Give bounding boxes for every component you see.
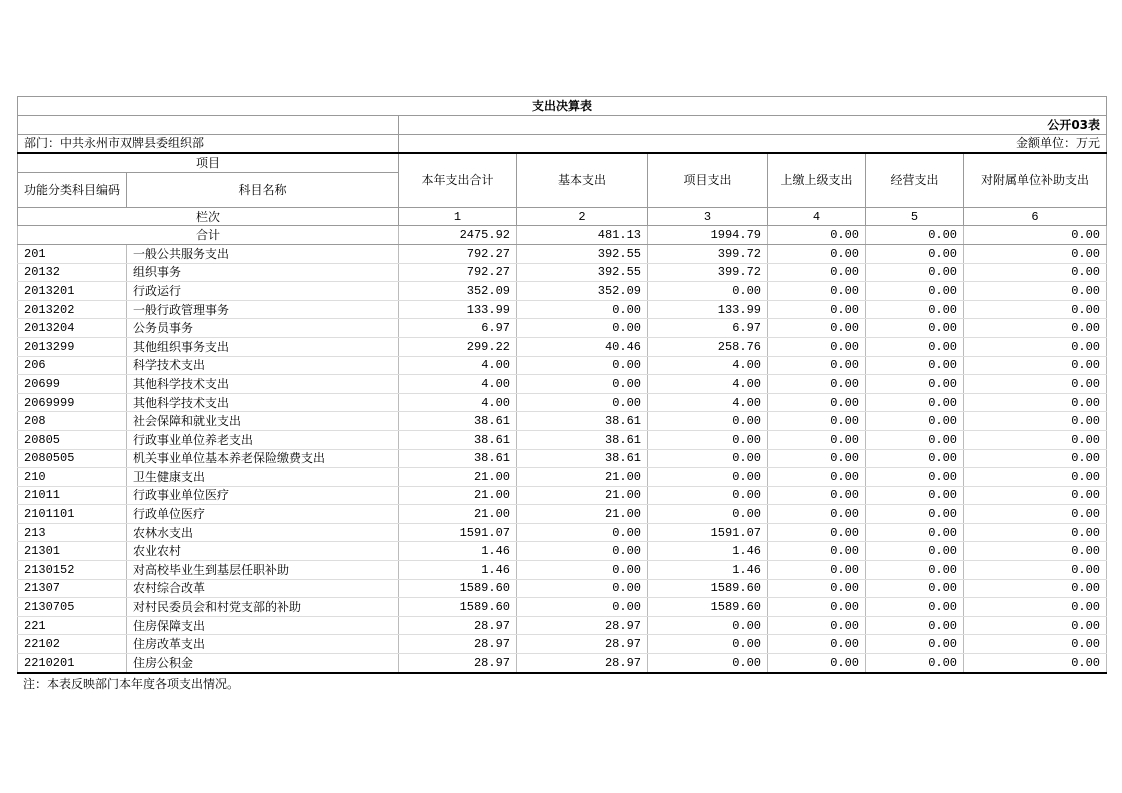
row-value-col6: 0.00: [964, 282, 1107, 301]
total-row: [18, 226, 1107, 245]
row-value-col1: 28.97: [399, 635, 517, 654]
table-row: [18, 319, 1107, 338]
row-value-col4: 0.00: [768, 505, 866, 524]
row-value-col2: 0.00: [517, 542, 648, 561]
table-row: [18, 598, 1107, 617]
header-code: 功能分类科目编码: [18, 172, 127, 207]
row-value-col3: 0.00: [648, 430, 768, 449]
row-code: 21307: [18, 579, 127, 598]
row-value-col3: 258.76: [648, 337, 768, 356]
row-name: 行政事业单位养老支出: [127, 430, 399, 449]
row-value-col5: 0.00: [866, 561, 964, 580]
row-name: 行政单位医疗: [127, 505, 399, 524]
row-value-col4: 0.00: [768, 356, 866, 375]
row-name: 卫生健康支出: [127, 468, 399, 487]
row-value-col1: 1589.60: [399, 598, 517, 617]
row-value-col6: 0.00: [964, 244, 1107, 263]
row-value-col6: 0.00: [964, 319, 1107, 338]
table-row: [18, 579, 1107, 598]
row-value-col2: 38.61: [517, 449, 648, 468]
row-code: 22102: [18, 635, 127, 654]
row-code: 221: [18, 616, 127, 635]
row-value-col3: 1589.60: [648, 598, 768, 617]
row-value-col5: 0.00: [866, 356, 964, 375]
row-value-col2: 38.61: [517, 430, 648, 449]
row-value-col2: 28.97: [517, 616, 648, 635]
row-value-col5: 0.00: [866, 393, 964, 412]
row-value-col1: 38.61: [399, 430, 517, 449]
row-value-col2: 28.97: [517, 654, 648, 673]
row-value-col6: 0.00: [964, 412, 1107, 431]
expenditure-table: [17, 96, 1107, 674]
row-name: 对高校毕业生到基层任职补助: [127, 561, 399, 580]
row-value-col5: 0.00: [866, 654, 964, 673]
table-row: [18, 412, 1107, 431]
table-row: [18, 505, 1107, 524]
row-value-col4: 0.00: [768, 282, 866, 301]
row-value-col4: 0.00: [768, 263, 866, 282]
row-value-col1: 21.00: [399, 468, 517, 487]
row-value-col3: 1.46: [648, 561, 768, 580]
table-row: [18, 561, 1107, 580]
row-name: 一般行政管理事务: [127, 300, 399, 319]
row-name: 行政事业单位医疗: [127, 486, 399, 505]
row-value-col3: 0.00: [648, 616, 768, 635]
total-value-col2: 481.13: [517, 226, 648, 245]
row-value-col1: 21.00: [399, 505, 517, 524]
row-value-col2: 28.97: [517, 635, 648, 654]
row-value-col1: 1591.07: [399, 523, 517, 542]
row-code: 2013201: [18, 282, 127, 301]
row-value-col5: 0.00: [866, 282, 964, 301]
table-row: [18, 523, 1107, 542]
row-value-col4: 0.00: [768, 244, 866, 263]
table-row: [18, 356, 1107, 375]
row-value-col5: 0.00: [866, 635, 964, 654]
row-value-col2: 0.00: [517, 523, 648, 542]
row-code: 2130152: [18, 561, 127, 580]
row-code: 2210201: [18, 654, 127, 673]
row-value-col3: 0.00: [648, 412, 768, 431]
row-value-col1: 1589.60: [399, 579, 517, 598]
row-value-col6: 0.00: [964, 449, 1107, 468]
row-value-col2: 0.00: [517, 561, 648, 580]
row-value-col3: 0.00: [648, 654, 768, 673]
row-value-col1: 21.00: [399, 486, 517, 505]
line-number-label: 栏次: [18, 207, 399, 226]
row-code: 20699: [18, 375, 127, 394]
row-value-col6: 0.00: [964, 337, 1107, 356]
row-name: 一般公共服务支出: [127, 244, 399, 263]
header-name: 科目名称: [127, 172, 399, 207]
row-name: 农林水支出: [127, 523, 399, 542]
row-value-col5: 0.00: [866, 375, 964, 394]
table-row: [18, 616, 1107, 635]
row-code: 206: [18, 356, 127, 375]
row-name: 农村综合改革: [127, 579, 399, 598]
row-value-col4: 0.00: [768, 449, 866, 468]
table-row: [18, 393, 1107, 412]
row-value-col3: 0.00: [648, 505, 768, 524]
row-value-col6: 0.00: [964, 579, 1107, 598]
row-value-col4: 0.00: [768, 542, 866, 561]
form-number: 公开03表: [1047, 117, 1101, 132]
table-row: [18, 263, 1107, 282]
table-note: 注：本表反映部门本年度各项支出情况。: [23, 677, 240, 692]
row-value-col2: 40.46: [517, 337, 648, 356]
table-row: [18, 337, 1107, 356]
row-value-col6: 0.00: [964, 300, 1107, 319]
header-col1: 本年支出合计: [399, 153, 517, 207]
table-row: [18, 300, 1107, 319]
row-value-col4: 0.00: [768, 635, 866, 654]
table-row: [18, 635, 1107, 654]
row-name: 科学技术支出: [127, 356, 399, 375]
row-value-col5: 0.00: [866, 598, 964, 617]
row-value-col6: 0.00: [964, 430, 1107, 449]
row-name: 公务员事务: [127, 319, 399, 338]
row-value-col4: 0.00: [768, 486, 866, 505]
row-value-col2: 21.00: [517, 505, 648, 524]
row-value-col6: 0.00: [964, 616, 1107, 635]
row-code: 2101101: [18, 505, 127, 524]
table-row: [18, 282, 1107, 301]
row-value-col2: 21.00: [517, 486, 648, 505]
table-row: [18, 449, 1107, 468]
row-value-col6: 0.00: [964, 561, 1107, 580]
row-value-col1: 6.97: [399, 319, 517, 338]
department-label: 部门：中共永州市双牌县委组织部: [18, 134, 399, 153]
row-value-col4: 0.00: [768, 616, 866, 635]
row-value-col5: 0.00: [866, 468, 964, 487]
row-value-col2: 0.00: [517, 375, 648, 394]
row-value-col4: 0.00: [768, 300, 866, 319]
total-value-col1: 2475.92: [399, 226, 517, 245]
row-code: 2013202: [18, 300, 127, 319]
row-code: 20805: [18, 430, 127, 449]
row-code: 20132: [18, 263, 127, 282]
header-col2: 基本支出: [517, 153, 648, 207]
row-code: 2013204: [18, 319, 127, 338]
row-value-col6: 0.00: [964, 468, 1107, 487]
row-value-col4: 0.00: [768, 598, 866, 617]
unit-label: 金额单位：万元: [399, 134, 1107, 153]
header-col6: 对附属单位补助支出: [964, 153, 1107, 207]
row-name: 其他科学技术支出: [127, 393, 399, 412]
row-value-col2: 392.55: [517, 263, 648, 282]
row-value-col1: 38.61: [399, 412, 517, 431]
row-value-col4: 0.00: [768, 393, 866, 412]
header-col3: 项目支出: [648, 153, 768, 207]
row-value-col5: 0.00: [866, 616, 964, 635]
row-value-col3: 1.46: [648, 542, 768, 561]
row-value-col1: 38.61: [399, 449, 517, 468]
row-value-col2: 0.00: [517, 356, 648, 375]
row-name: 其他组织事务支出: [127, 337, 399, 356]
row-name: 其他科学技术支出: [127, 375, 399, 394]
row-value-col2: 0.00: [517, 598, 648, 617]
row-value-col1: 4.00: [399, 375, 517, 394]
row-value-col6: 0.00: [964, 486, 1107, 505]
row-value-col2: 21.00: [517, 468, 648, 487]
row-value-col2: 0.00: [517, 579, 648, 598]
row-value-col2: 392.55: [517, 244, 648, 263]
row-value-col5: 0.00: [866, 579, 964, 598]
row-code: 2013299: [18, 337, 127, 356]
row-value-col2: 38.61: [517, 412, 648, 431]
row-value-col5: 0.00: [866, 486, 964, 505]
row-value-col3: 4.00: [648, 356, 768, 375]
note-table: [17, 674, 1106, 694]
row-value-col4: 0.00: [768, 375, 866, 394]
row-value-col6: 0.00: [964, 523, 1107, 542]
row-value-col6: 0.00: [964, 542, 1107, 561]
row-value-col5: 0.00: [866, 430, 964, 449]
row-value-col6: 0.00: [964, 598, 1107, 617]
table-row: [18, 654, 1107, 673]
table-row: [18, 375, 1107, 394]
row-value-col1: 4.00: [399, 393, 517, 412]
row-code: 213: [18, 523, 127, 542]
row-value-col2: 0.00: [517, 300, 648, 319]
row-name: 住房保障支出: [127, 616, 399, 635]
row-value-col4: 0.00: [768, 468, 866, 487]
row-code: 208: [18, 412, 127, 431]
row-code: 201: [18, 244, 127, 263]
row-code: 2080505: [18, 449, 127, 468]
row-value-col5: 0.00: [866, 263, 964, 282]
row-value-col3: 0.00: [648, 282, 768, 301]
row-value-col6: 0.00: [964, 635, 1107, 654]
row-value-col2: 0.00: [517, 393, 648, 412]
row-value-col6: 0.00: [964, 375, 1107, 394]
row-value-col5: 0.00: [866, 542, 964, 561]
row-value-col5: 0.00: [866, 505, 964, 524]
row-value-col1: 1.46: [399, 561, 517, 580]
row-value-col3: 0.00: [648, 468, 768, 487]
row-value-col4: 0.00: [768, 337, 866, 356]
row-code: 21301: [18, 542, 127, 561]
row-value-col1: 133.99: [399, 300, 517, 319]
row-name: 对村民委员会和村党支部的补助: [127, 598, 399, 617]
row-value-col1: 352.09: [399, 282, 517, 301]
row-value-col5: 0.00: [866, 300, 964, 319]
row-value-col4: 0.00: [768, 561, 866, 580]
row-value-col2: 352.09: [517, 282, 648, 301]
row-value-col5: 0.00: [866, 523, 964, 542]
header-col4: 上缴上级支出: [768, 153, 866, 207]
table-row: [18, 486, 1107, 505]
row-value-col5: 0.00: [866, 244, 964, 263]
row-value-col1: 4.00: [399, 356, 517, 375]
row-value-col4: 0.00: [768, 412, 866, 431]
table-row: [18, 542, 1107, 561]
row-value-col3: 0.00: [648, 486, 768, 505]
row-value-col4: 0.00: [768, 579, 866, 598]
line-number-3: 3: [648, 207, 768, 226]
row-value-col6: 0.00: [964, 356, 1107, 375]
header-project: 项目: [18, 153, 399, 172]
row-name: 机关事业单位基本养老保险缴费支出: [127, 449, 399, 468]
header-col5: 经营支出: [866, 153, 964, 207]
expenditure-statement-sheet: [17, 96, 1106, 693]
line-number-4: 4: [768, 207, 866, 226]
row-value-col3: 1591.07: [648, 523, 768, 542]
table-row: [18, 430, 1107, 449]
row-value-col4: 0.00: [768, 654, 866, 673]
row-value-col3: 399.72: [648, 263, 768, 282]
row-value-col1: 792.27: [399, 244, 517, 263]
row-name: 组织事务: [127, 263, 399, 282]
row-value-col3: 399.72: [648, 244, 768, 263]
row-value-col1: 299.22: [399, 337, 517, 356]
row-value-col1: 28.97: [399, 616, 517, 635]
row-value-col1: 28.97: [399, 654, 517, 673]
row-value-col5: 0.00: [866, 449, 964, 468]
total-value-col3: 1994.79: [648, 226, 768, 245]
row-value-col4: 0.00: [768, 430, 866, 449]
row-value-col6: 0.00: [964, 393, 1107, 412]
row-name: 住房改革支出: [127, 635, 399, 654]
table-row: [18, 244, 1107, 263]
row-name: 行政运行: [127, 282, 399, 301]
row-name: 社会保障和就业支出: [127, 412, 399, 431]
row-code: 2069999: [18, 393, 127, 412]
line-number-6: 6: [964, 207, 1107, 226]
row-value-col6: 0.00: [964, 505, 1107, 524]
row-value-col3: 6.97: [648, 319, 768, 338]
row-value-col6: 0.00: [964, 263, 1107, 282]
total-value-col4: 0.00: [768, 226, 866, 245]
row-code: 2130705: [18, 598, 127, 617]
row-value-col6: 0.00: [964, 654, 1107, 673]
line-number-1: 1: [399, 207, 517, 226]
row-value-col3: 133.99: [648, 300, 768, 319]
table-title: 支出决算表: [18, 97, 1107, 116]
line-number-2: 2: [517, 207, 648, 226]
line-number-5: 5: [866, 207, 964, 226]
total-label: 合计: [18, 226, 399, 245]
row-name: 住房公积金: [127, 654, 399, 673]
row-value-col5: 0.00: [866, 412, 964, 431]
row-value-col3: 4.00: [648, 375, 768, 394]
row-value-col2: 0.00: [517, 319, 648, 338]
row-name: 农业农村: [127, 542, 399, 561]
row-value-col4: 0.00: [768, 523, 866, 542]
row-value-col3: 4.00: [648, 393, 768, 412]
row-value-col3: 0.00: [648, 635, 768, 654]
row-value-col3: 0.00: [648, 449, 768, 468]
total-value-col6: 0.00: [964, 226, 1107, 245]
table-row: [18, 468, 1107, 487]
row-value-col3: 1589.60: [648, 579, 768, 598]
total-value-col5: 0.00: [866, 226, 964, 245]
row-value-col1: 792.27: [399, 263, 517, 282]
row-code: 210: [18, 468, 127, 487]
row-value-col1: 1.46: [399, 542, 517, 561]
row-code: 21011: [18, 486, 127, 505]
row-value-col5: 0.00: [866, 337, 964, 356]
row-value-col4: 0.00: [768, 319, 866, 338]
row-value-col5: 0.00: [866, 319, 964, 338]
